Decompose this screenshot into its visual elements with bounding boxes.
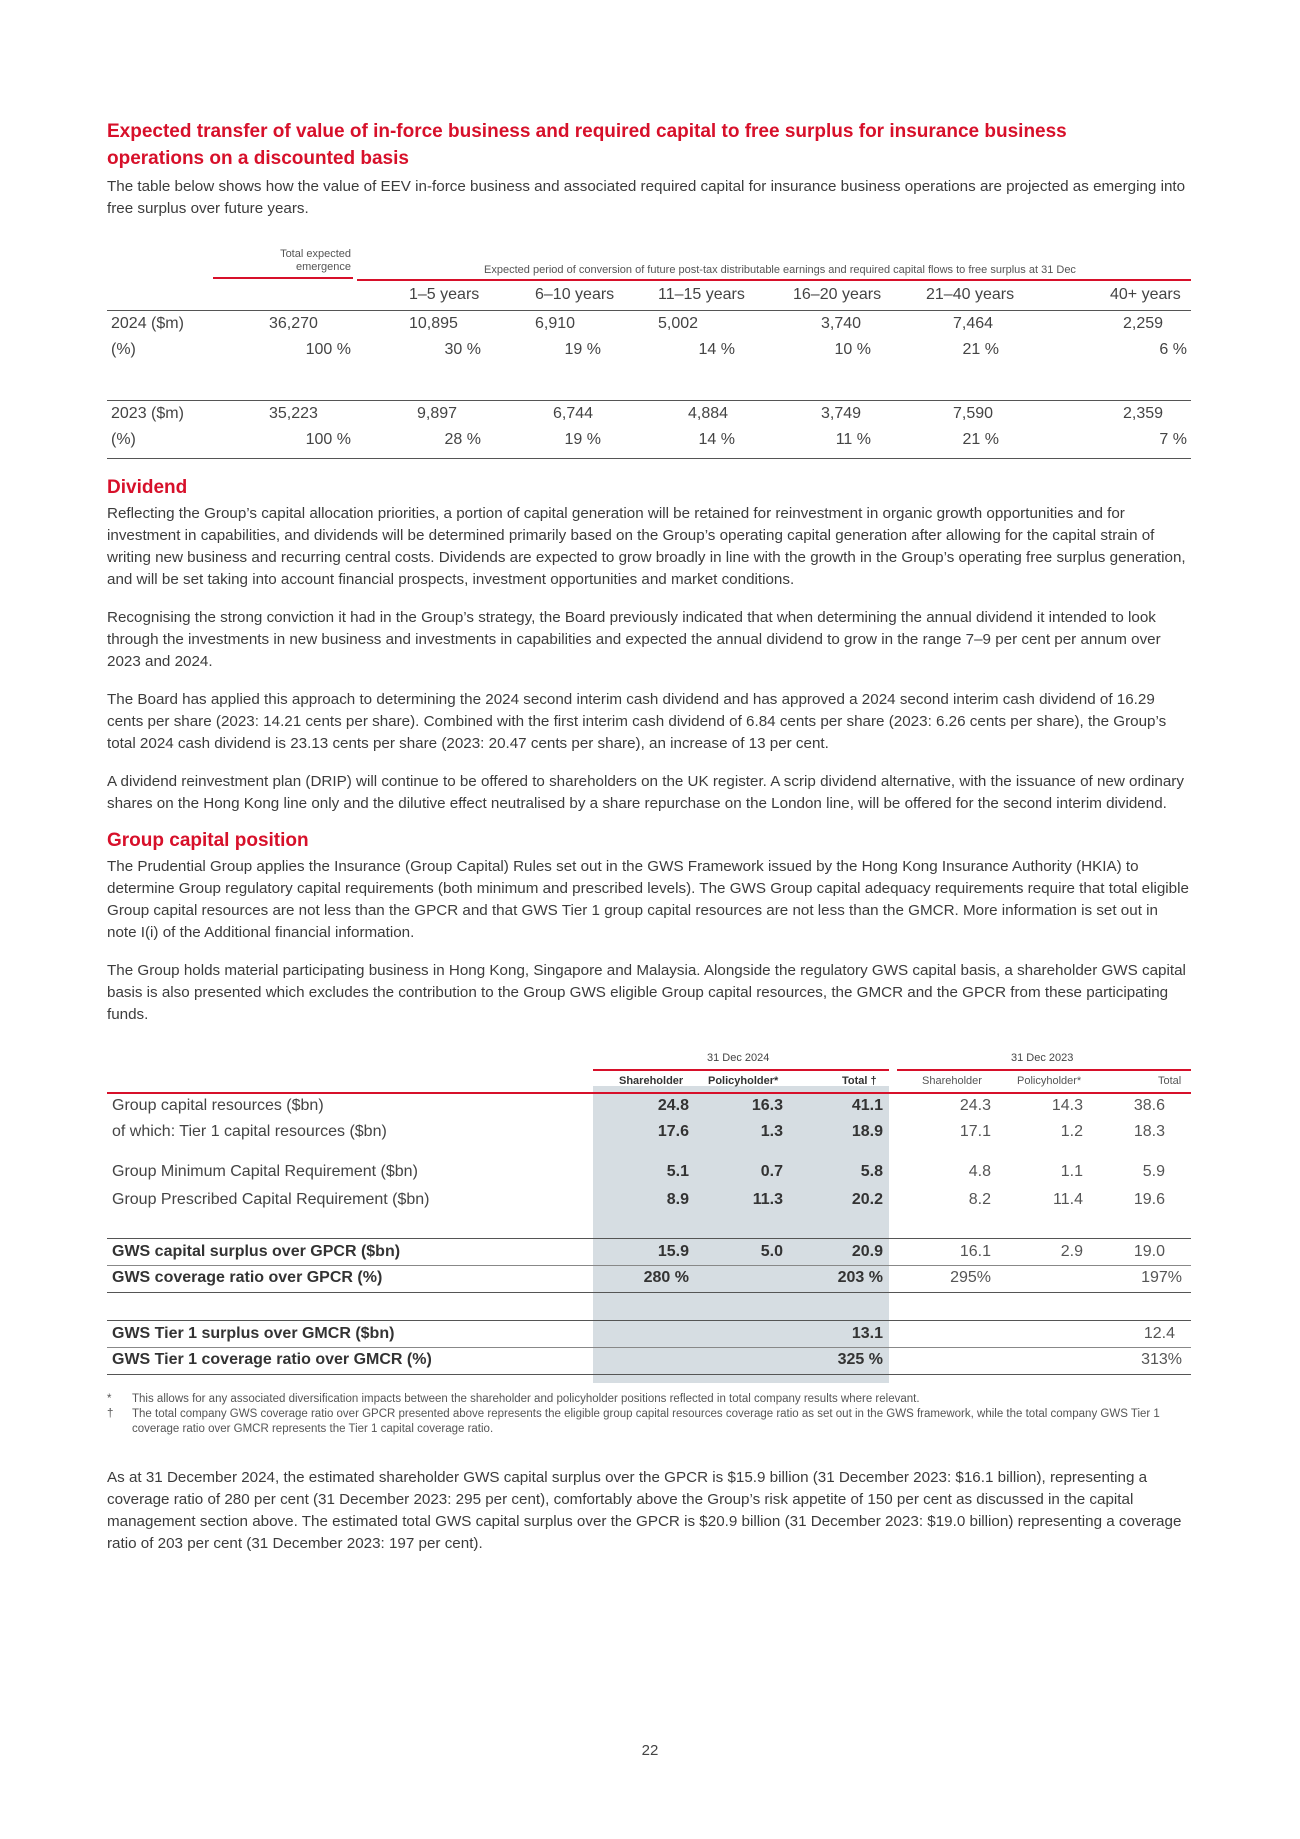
row-label: Group capital resources ($bn) [112,1097,324,1114]
value-cell: 5.0 [760,1243,783,1260]
period-value: 7 % [1159,431,1187,448]
date-prior: 31 Dec 2023 [1011,1052,1074,1064]
period-header: 21–40 years [926,286,1015,303]
value-cell: 5.9 [1142,1163,1165,1180]
row-label: GWS coverage ratio over GPCR (%) [112,1269,383,1286]
total-value: 100 % [305,431,351,448]
period-value: 30 % [444,341,481,358]
value-cell: 16.3 [751,1097,783,1114]
dividend-heading: Dividend [107,477,188,498]
period-value: 6,744 [553,405,594,422]
period-value: 19 % [564,431,601,448]
value-cell: 16.1 [959,1243,991,1260]
value-cell: 20.9 [851,1243,883,1260]
value-cell: 17.6 [657,1123,689,1140]
prior-header-rule [897,1069,1191,1071]
current-header-rule [593,1069,889,1071]
period-header: 11–15 years [658,286,745,303]
value-cell: 14.3 [1051,1097,1083,1114]
value-cell: 13.1 [851,1325,883,1342]
col-header: Shareholder [619,1075,684,1087]
period-value: 6 % [1159,341,1187,358]
value-cell: 5.1 [666,1163,689,1180]
value-cell: 11.4 [1053,1191,1083,1208]
value-cell: 5.8 [860,1163,883,1180]
table-rule [107,1265,1191,1266]
value-cell: 8.2 [968,1191,991,1208]
row-label: Group Minimum Capital Requirement ($bn) [112,1163,418,1180]
period-value: 9,897 [417,405,458,422]
transfer-intro: The table below shows how the value of EEV in-force business and associated required capital for insurance business operations are projected as emerging into free surplus over future years. [107,178,1186,217]
period-value: 19 % [564,341,601,358]
value-cell: 11.3 [752,1191,783,1208]
value-cell: 4.8 [968,1163,991,1180]
row-label: 2024 ($m) [111,315,184,332]
value-cell: 203 % [837,1269,883,1286]
value-cell: 20.2 [851,1191,883,1208]
period-value: 10 % [834,341,871,358]
header-rule [107,1092,1191,1094]
page-content [107,118,1191,1555]
value-cell: 1.2 [1060,1123,1083,1140]
period-value: 2,259 [1123,315,1164,332]
dividend-paragraph: Reflecting the Group’s capital allocation priorities, a portion of capital generation will be retained for reinvestment in organic growth opportunities and for investment in capabilities, and dividends will be determined primarily based on the Group’s operating capital generation after allowing for the capital strain of writing new business and recurring central costs. Dividends are expected to grow broadly in line with the growth in the Group’s operating free surplus generation, and will be set taking into account financial prospects, investment opportunities and market conditions. [107,505,1186,588]
value-cell: 0.7 [760,1163,783,1180]
row-label: GWS capital surplus over GPCR ($bn) [112,1243,401,1260]
row-label: of which: Tier 1 capital resources ($bn) [112,1123,387,1140]
capital-heading: Group capital position [107,830,309,851]
col-header: Policyholder* [708,1075,779,1087]
period-value: 28 % [444,431,481,448]
row-label: (%) [111,431,136,448]
row-label: Group Prescribed Capital Requirement ($bn) [112,1191,430,1208]
date-current: 31 Dec 2024 [707,1052,770,1064]
value-cell: 24.8 [657,1097,689,1114]
period-value: 7,590 [953,405,994,422]
dividend-paragraph: A dividend reinvestment plan (DRIP) will continue to be offered to shareholders on the UK register. A scrip dividend alternative, with the issuance of new ordinary shares on the Hong Kong line only and the dilutive effect neutralised by a share repurchase on the London line, will be offered for the second interim dividend. [107,773,1184,812]
value-cell: 325 % [837,1351,883,1368]
row-label: (%) [111,341,136,358]
dividend-paragraph: Recognising the strong conviction it had in the Group’s strategy, the Board previously indicated that when determining the annual dividend it intended to look through the investments in new business and investments in capabilities and expected the annual dividend to grow in the range 7–9 per cent per annum over 2023 and 2024. [107,609,1161,670]
row-label: GWS Tier 1 surplus over GMCR ($bn) [112,1325,395,1342]
period-value: 10,895 [409,315,458,332]
period-header: 40+ years [1110,286,1181,303]
capital-paragraph: The Prudential Group applies the Insurance (Group Capital) Rules set out in the GWS Framework issued by the Hong Kong Insurance Authority (HKIA) to determine Group regulatory capital requirements (both minimum and prescribed levels). The GWS Group capital adequacy requirements require that total eligible Group capital resources are not less than the GPCR and that GWS Tier 1 group capital resources are not less than the GMCR. More information is set out in note I(i) of the Additional financial information. [107,858,1189,941]
footnotes [107,1392,1191,1437]
table-rule [107,1347,1191,1348]
total-value: 36,270 [269,315,318,332]
period-header: 6–10 years [535,286,615,303]
row-label: GWS Tier 1 coverage ratio over GMCR (%) [112,1351,432,1368]
col-header: Total [1158,1075,1182,1087]
value-cell: 38.6 [1133,1097,1165,1114]
table-rule [107,1320,1191,1321]
value-cell: 19.6 [1133,1191,1165,1208]
period-value: 3,749 [821,405,862,422]
footnote: † The total company GWS coverage ratio over GPCR presented above represents the eligible group capital resources coverage ratio as set out in the GWS framework, while the total company GWS Tier 1 coverage ratio over GMCR represents the Tier 1 capital coverage ratio. [107,1408,1160,1435]
capital-paragraph: The Group holds material participating business in Hong Kong, Singapore and Malaysia. Alongside the regulatory GWS capital basis, a shareholder GWS capital basis is also presented which excludes the contribution to the Group GWS eligible Group capital resources, the GMCR and the GPCR from these participating funds. [107,962,1186,1023]
total-value: 100 % [305,341,351,358]
footnote: * This allows for any associated diversification impacts between the shareholder and policyholder positions reflected in total company results where relevant. [107,1393,920,1405]
table-rule [107,400,1191,401]
row-label: 2023 ($m) [111,405,184,422]
period-value: 21 % [962,431,999,448]
value-cell: 313% [1141,1351,1182,1368]
period-value: 2,359 [1123,405,1164,422]
value-cell: 8.9 [666,1191,689,1208]
page-number: 22 [641,1742,659,1759]
total-emergence-caption: Total expected emergence [280,248,351,273]
period-value: 3,740 [821,315,862,332]
period-value: 14 % [698,431,735,448]
col-header: Shareholder [922,1075,982,1087]
table-rule [107,1238,1191,1239]
period-value: 4,884 [688,405,729,422]
table-rule [107,1374,1191,1375]
period-value: 14 % [698,341,735,358]
period-value: 21 % [962,341,999,358]
total-value: 35,223 [269,405,318,422]
value-cell: 41.1 [851,1097,883,1114]
closing-paragraph: As at 31 December 2024, the estimated shareholder GWS capital surplus over the GPCR is $15.9 billion (31 December 2023: $16.1 billion), representing a coverage ratio of 280 per cent (31 December 2023: 295 per cent), comfortably above the Group’s risk appetite of 150 per cent as discussed in the capital management section above. The estimated total GWS capital surplus over the GPCR is $20.9 billion (31 December 2023: $19.0 billion) representing a coverage ratio of 203 per cent (31 December 2023: 197 per cent). [107,1469,1182,1552]
period-header: 16–20 years [793,286,882,303]
total-caption-rule [213,277,353,279]
col-header: Policyholder* [1017,1075,1082,1087]
value-cell: 18.3 [1133,1123,1165,1140]
value-cell: 1.3 [760,1123,783,1140]
eev-emergence-table [107,248,1191,518]
period-header: 1–5 years [409,286,480,303]
value-cell: 1.1 [1060,1163,1083,1180]
value-cell: 295% [950,1269,991,1286]
value-cell: 19.0 [1133,1243,1165,1260]
period-value: 6,910 [535,315,576,332]
table-rule [107,458,1191,459]
value-cell: 12.4 [1143,1325,1175,1342]
period-caption-rule [357,279,1191,281]
col-header: Total † [842,1075,877,1087]
value-cell: 197% [1141,1269,1182,1286]
value-cell: 18.9 [851,1123,883,1140]
value-cell: 17.1 [959,1123,991,1140]
period-value: 5,002 [658,315,699,332]
value-cell: 2.9 [1060,1243,1083,1260]
gws-capital-table [107,1052,1191,1382]
table-rule [107,310,1191,311]
dividend-paragraph: The Board has applied this approach to determining the 2024 second interim cash dividend and has approved a 2024 second interim cash dividend of 16.29 cents per share (2023: 14.21 cents per share). Combined with the first interim cash dividend of 6.84 cents per share (2023: 6.26 cents per share), the Group’s total 2024 cash dividend is 23.13 cents per share (2023: 20.47 cents per share), an increase of 13 per cent. [107,691,1167,752]
value-cell: 24.3 [959,1097,991,1114]
transfer-heading: Expected transfer of value of in-force business and required capital to free surplus for insurance business operations on a discounted basis [107,121,1067,169]
period-value: 7,464 [953,315,994,332]
period-value: 11 % [835,431,871,448]
value-cell: 280 % [643,1269,689,1286]
table-rule [107,1292,1191,1293]
value-cell: 15.9 [657,1243,689,1260]
period-caption: Expected period of conversion of future post-tax distributable earnings and required capital flows to free surplus at 31 Dec [484,264,1076,276]
